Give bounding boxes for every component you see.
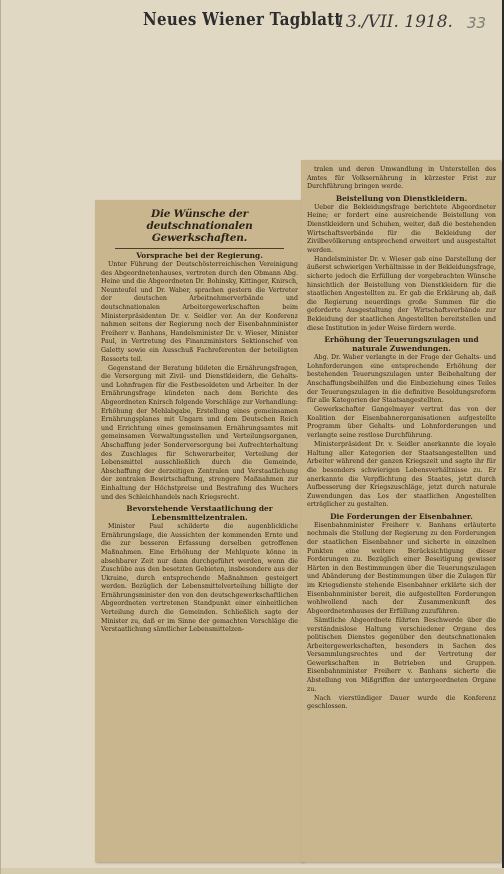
newspaper-title: Neues Wiener Tagblatt [143,8,342,30]
right-column-text [307,166,496,858]
section-heading: Bevorstehende Verstaatlichung der Lebensmittelzentralen. [126,504,273,523]
article-paragraph: Unter Führung der Deutschösterreichischen Vereinigung des Abgeordnetenhauses, vertreten durch den Obmann Abg. Heine und die Abgeordneten Dr. Bohinsky, Kittinger, Knirsch, Neunteufel und Dr. Waber, sprachen gestern die Vertreter der deutschen Arbeitnehmerverbände und deutschnationalen Arbeitergewerkschaften beim Ministerpräsidenten Dr. v. Seidler vor. An der Konferenz nahmen seitens der Regierung noch der Eisenbahnminister Freiherr v. Banhans, Handelsminister Dr. v. Wieser, Minister Paul, in Vertretung des Finanzministers Sektionschef von Galetty sowie ein Ausschuß Fachreferenten der beteiligten Ressorts teil. [101,261,298,363]
handwritten-page-number: 33 [467,14,487,32]
article-paragraph: Ministerpräsident Dr. v. Seidler anerkannte die loyale Haltung aller Kategorien der Staatsangestellten und Arbeiter während der ganzen Kriegszeit und sagte ihr für die besonders schwierigen Lebensverhältnisse zu. Er anerkannte die Verpflichtung des Staates, jetzt durch Aufbesserung der Kriegszuschläge, jetzt durch naturale Zuwendungen das Los der staatlichen Angestellten erträglicher zu gestalten. [307,441,496,509]
section-heading: Die Forderungen der Eisenbahner. [330,511,473,521]
section-heading: Erhöhung der Teuerungszulagen und naturale Zuwendungen. [324,335,479,354]
handwritten-date: 13./VII. 1918. [335,12,453,32]
article-paragraph: Ueber die Bekleidungsfrage berichtete Abgeordneter Heine; er fordert eine ausreichende Beistellung von Dienstkleidern und Schuhen, weiter, daß die bestehenden Wirtschaftsverbände für die Bekleidung der Zivilbevölkerung entsprechend erweitert und ausgestaltet werden. [307,203,496,254]
article-title: Die Wünsche der deutschnationalen Gewerkschaften. [146,208,253,244]
article-paragraph: tralen und deren Umwandlung in Unterstellen des Amtes für Volksernährung in kürzester Frist zur Durchführung bringen werde. [307,166,496,191]
clipping-left-column [95,200,303,862]
left-column-text [101,206,298,858]
section-heading: Beistellung von Dienstkleidern. [335,193,468,203]
article-paragraph: Handelsminister Dr. v. Wieser gab eine Darstellung der äußerst schwierigen Verhältnisse in der Bekleidungsfrage, sicherte jedoch die Erfüllung der vorgebrachten Wünsche hinsichtlich der Beistellung von Dienstkleidern für die staatlichen Angestellten zu. Er gab die Erklärung ab, daß die Regierung neuerdings große Summen für die geforderte Ausgestaltung der Wirtschaftsverbände zur Bekleidung der staatlichen Angestellten bereitstellen und diese Institution in jeder Weise fördern werde. [307,255,496,332]
article-paragraph: Eisenbahnminister Freiherr v. Banhans erläuterte nochmals die Stellung der Regierung zu den Forderungen der staatlichen Eisenbahner und sicherte in einzelnen Punkten eine weitere Berücksichtigung dieser Forderungen zu. Bezüglich einer Beseitigung gewisser Härten in den Bestimmungen über die Teuerungszulagen und Abänderung der Bestimmungen über die Zulagen für im Kriegsdienste stehende Eisenbahner erklärte sich der Eisenbahnminister bereit, die aufgestellten Forderungen wohlwollend nach der Zusammenkunft des Abgeordnetenhauses der Erfüllung zuzuführen. [307,521,496,615]
article-paragraph: Gewerkschafter Gangelmayer vertrat das von der Koalition der Eisenbahnerorganisationen aufgestellte Programm über Gehalts- und Lohnforderungen und verlangte seine restlose Durchführung. [307,406,496,440]
title-rule [115,248,284,249]
article-paragraph: Nach vierstündiger Dauer wurde die Konferenz geschlossen. [307,694,496,711]
article-paragraph: Gegenstand der Beratung bildeten die Ernährungsfragen, die Versorgung mit Zivil- und Dienstkleidern, die Gehalts- und Lohnfragen für die Festbesoldeten und Arbeiter. In der Ernährungsfrage kündeten nach dem Berichte des Abgeordneten Knirsch folgende Vorschläge zur Verhandlung: Erhöhung der Mehlabgabe, Erstellung eines gemeinsamen Ernährungsplanes mit Ungarn und dem Deutschen Reich und Errichtung eines gemeinsamen Ernährungsamtes mit gemeinsamen Verwaltungsstellen und Verteilungsorganen, Abschaffung jeder Sonderversorgung bei Aufrechterhaltung des Zuschlages für Schwerarbeiter, Verteilung der Lebensmittel ausschließlich durch die Gemeinde, Abschaffung der derzeitigen Zentralen und Verstaatlichung der zentralen Bewirtschaftung, strengere Maßnahmen zur Einhaltung der Höchstpreise und Bestrafung des Wuchers und des Schleichhandels nach Kriegsrecht. [101,364,298,501]
clipping-right-column [301,160,501,862]
section-heading: Vorsprache bei der Regierung. [136,251,263,260]
article-paragraph: Minister Paul schilderte die augenblickliche Ernährungslage, die Aussichten der kommenden Ernte und die zur besseren Erfassung derselben getroffenen Maßnahmen. Eine Erhöhung der Mehlquote könne in absehbarer Zeit nur dann durchgeführt werden, wenn die Zuschübe aus den besetzten Gebieten, insbesondere aus der Ukraine, durch entsprechende Maßnahmen gesteigert werden. Bezüglich der Lebensmittelverteilung billigte der Ernährungsminister den von den deutschgewerkschaftlichen Abgeordneten vertretenen Standpunkt einer einheitlichen Verteilung durch die Gemeinden. Schließlich sagte der Minister zu, daß er im Sinne der gemachten Vorschläge die Verstaatlichung sämtlicher Lebensmittelzen- [101,523,298,634]
article-paragraph: Sämtliche Abgeordnete führten Beschwerde über die verständnislose Haltung verschiedener Organe des politischen Dienstes gegenüber den deutschnationalen Arbeitergewerkschaften, besonders in Sachen des Versammlungsrechtes und der Vertretung der Gewerkschaften in Betrieben und Gruppen. Eisenbahnminister Freiherr v. Banhans sicherte die Abstellung von Mißgriffen der untergeordneten Organe zu. [307,616,496,693]
article-paragraph: Abg. Dr. Waber verlangte in der Frage der Gehalts- und Lohnforderungen eine entsprechende Erhöhung der bestehenden Teuerungszulagen unter Beibehaltung der Anschaffungsbeihilfen und die Einbeziehung eines Teiles der Teuerungszulagen in die definitive Besoldungsreform für alle Kategorien der Staatsangestellten. [307,354,496,405]
sheet-bottom-edge [1,868,504,874]
